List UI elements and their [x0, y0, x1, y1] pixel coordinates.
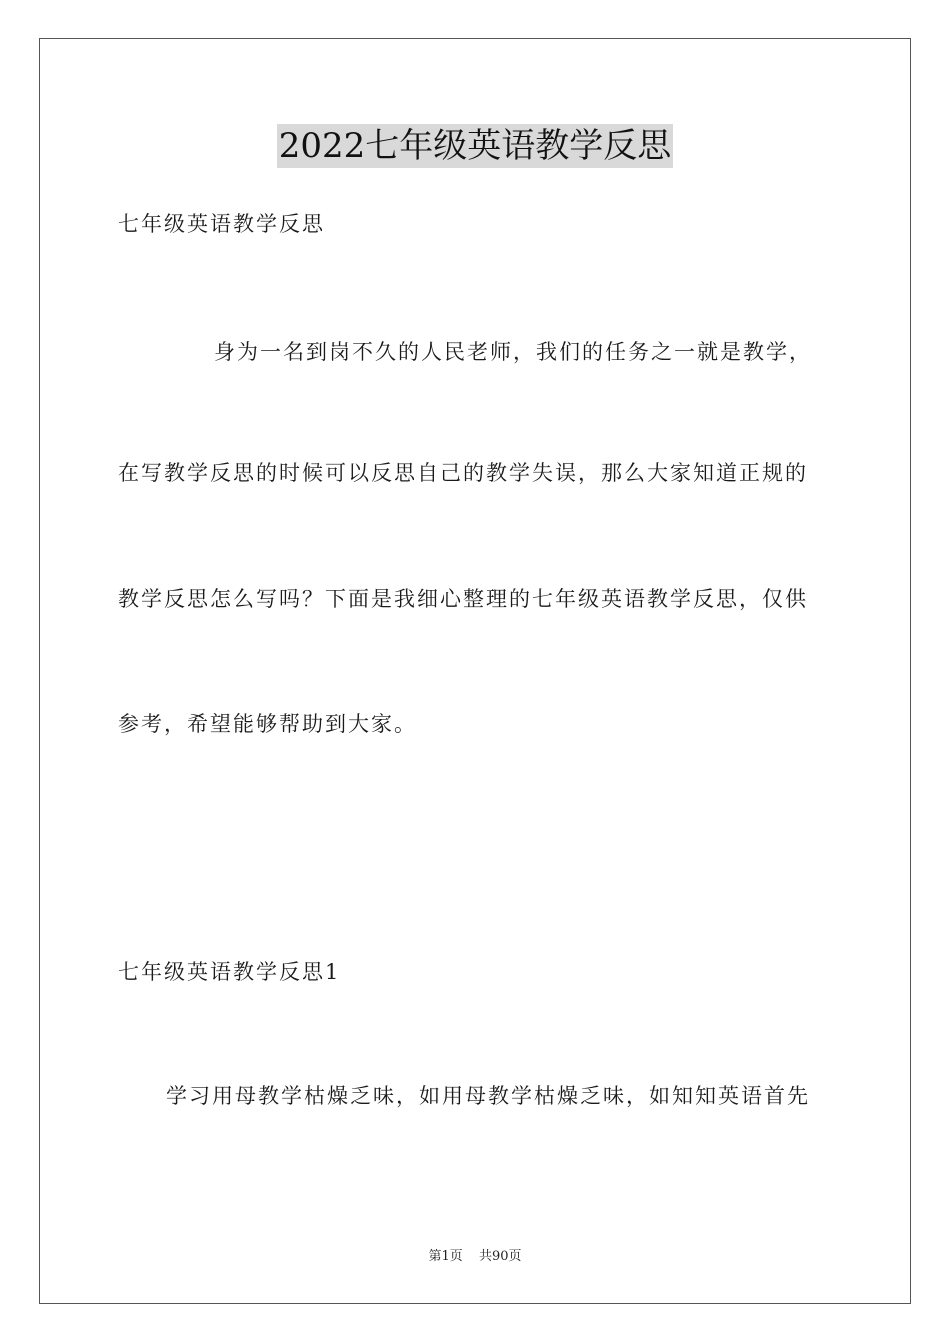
document-title-text: 2022七年级英语教学反思: [278, 126, 672, 166]
section-paragraph-line-1: 学习用母教学枯燥乏味，如用母教学枯燥乏味，如知知英语首先: [166, 1084, 810, 1108]
paragraph-line-1: 身为一名到岗不久的人民老师，我们的任务之一就是教学，: [214, 340, 812, 364]
section-heading-1: 七年级英语教学反思1: [118, 960, 341, 984]
paragraph-line-2: 在写教学反思的时候可以反思自己的教学失误，那么大家知道正规的: [118, 461, 808, 485]
page-number: 第1页: [428, 1249, 463, 1264]
paragraph-line-3: 教学反思怎么写吗？下面是我细心整理的七年级英语教学反思，仅供: [118, 587, 808, 611]
subtitle-line: 七年级英语教学反思: [118, 212, 325, 236]
paragraph-line-4: 参考，希望能够帮助到大家。: [118, 712, 417, 736]
total-pages: 共90页: [478, 1249, 522, 1264]
page-footer: [0, 1248, 950, 1266]
document-title: [0, 124, 950, 168]
